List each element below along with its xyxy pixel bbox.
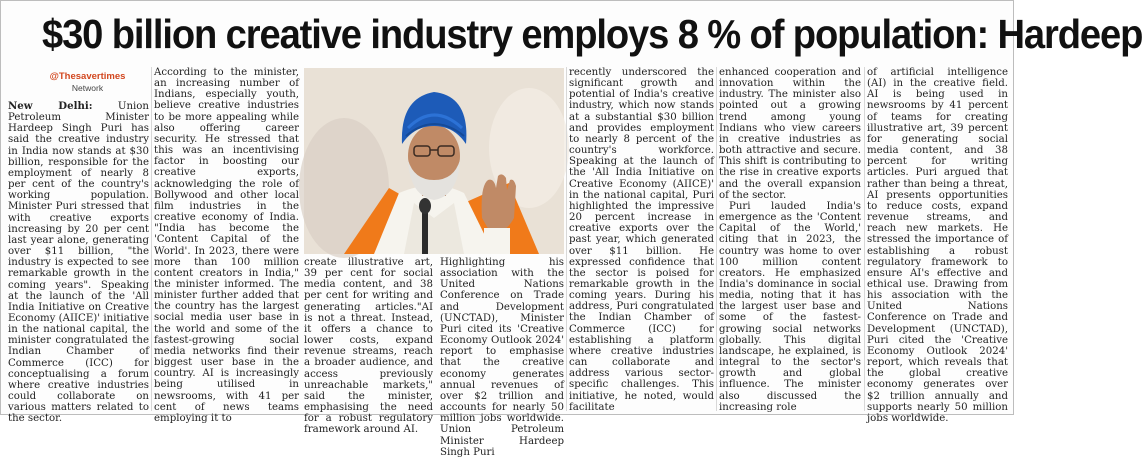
speaker-photo-image — [304, 68, 564, 254]
byline-source: Network — [71, 83, 104, 93]
column-divider — [864, 67, 865, 411]
paragraph: Puri lauded India's emergence as the 'Content Capital of the World,' citing that in 2023, the country was home to over 100 million content creators. He emphasized India's dominance in social media, noting that it has the largest user base and some of the fastest-growing social networks globally. This digital landscape, he explained, is integral to the sector's growth and global influence. The minister also discussed the increasing role — [719, 200, 861, 413]
paragraph: recently underscored the significant growth and potential of India's creative industry, which now stands at a substantial $30 billion and provides employment to nearly 8 percent of the country's workforce. Speaking at the launch of the 'All India Initiative on Creative Economy (AIICE)' in the national capital, Puri highlighted the impressive 20 percent increase in creative exports over the past year, which generated over $11 billion. He expressed confidence that the sector is poised for remarkable growth in the coming years. During his address, Puri congratulated the Indian Chamber of Commerce (ICC) for establishing a platform where creative industries can collaborate and address various sector-specific challenges. This initiative, he noted, would facilitate — [569, 67, 714, 413]
dateline: New Delhi: — [8, 100, 93, 112]
article-column-4 — [569, 67, 714, 411]
column-divider — [566, 67, 567, 411]
paragraph: enhanced cooperation and innovation within the industry. The minister also pointed out a growing trend among young Indians who view careers in creative industries as both attractive and secure. This shift is contributing to the rise in creative exports and the overall expansion of the sector. — [719, 67, 861, 201]
article-column-5 — [719, 67, 861, 411]
column-divider — [716, 67, 717, 411]
paragraph: Highlighting his association with the United Nations Conference on Trade and Development (UNCTAD), Minister Puri cited its 'Creative Economy Outlook 2024' report to emphasise that the creative economy generates annual revenues of over $2 trillion and accounts for nearly 50 million jobs worldwide. Union Petroleum Minister Hardeep Singh Puri — [440, 257, 564, 458]
paragraph: of artificial intelligence (AI) in the creative field. AI is being used in newsrooms by 41 percent of teams for creating illustrative art, 39 percent for generating social media content, and 38 percent for writing articles. Puri argued that rather than being a threat, AI presents opportunities to reduce costs, expand revenue streams, and reach new markets. He stressed the importance of establishing a robust regulatory framework to ensure AI's effective and ethical use. Drawing from his association with the United Nations Conference on Trade and Development (UNCTAD), Puri cited the 'Creative Economy Outlook 2024' report, which reveals that the global creative economy generates over $2 trillion annually and supports nearly 50 million jobs worldwide. — [867, 67, 1008, 424]
headline: $30 billion creative industry employs 8 % of population: Hardeep — [42, 11, 1142, 57]
column-divider — [151, 67, 152, 411]
lead-text: Union Petroleum Minister Hardeep Singh Puri has said the creative industry in India now stands at $30 billion, responsible for the employment of nearly 8 per cent of the country's working population. Minister Puri stressed that with creative exports increasing by 20 per cent last year alone, generating over $11 billion, "the industry is expected to see remarkable growth in the coming years". Speaking at the launch of the 'All India Initiative on Creative Economy (AIICE)' initiative in the national capital, the minister congratulated the Indian Chamber of Commerce (ICC) for conceptualising a forum where creative industries could collaborate on various matters related to the sector. — [8, 101, 149, 425]
paragraph: create illustrative art, 39 per cent for social media content, and 38 per cent for writing and generating articles."AI is not a threat. Instead, it offers a chance to lower costs, expand revenue streams, reach a broader audience, and access previously unreachable markets," said the minister, emphasising the need for a robust regulatory framework around AI. — [304, 257, 433, 436]
byline-handle: @Thesavertimes — [49, 71, 126, 82]
article-column-2 — [154, 67, 299, 424]
lead-paragraph — [8, 101, 149, 425]
article-column-6 — [867, 67, 1008, 424]
article-column-1 — [8, 71, 149, 425]
article-column-3b — [440, 257, 564, 458]
article-column-3a — [304, 257, 433, 436]
article-photo — [304, 68, 564, 254]
paragraph: According to the minister, an increasing number of Indians, especially youth, believe creative industries to be more appealing while also offering career security. He stressed that this was an incentivising factor in boosting our creative exports, acknowledging the role of Bollywood and other local film industries in the creative economy of India. "India has become the 'Content Capital of the World'. In 2023, there were more than 100 million content creators in India," the minister informed. The minister further added that the country has the largest social media user base in the world and some of the fastest-growing social media networks find their biggest user base in the country. AI is increasingly being utilised in newsrooms, with 41 per cent of news teams employing it to — [154, 67, 299, 424]
